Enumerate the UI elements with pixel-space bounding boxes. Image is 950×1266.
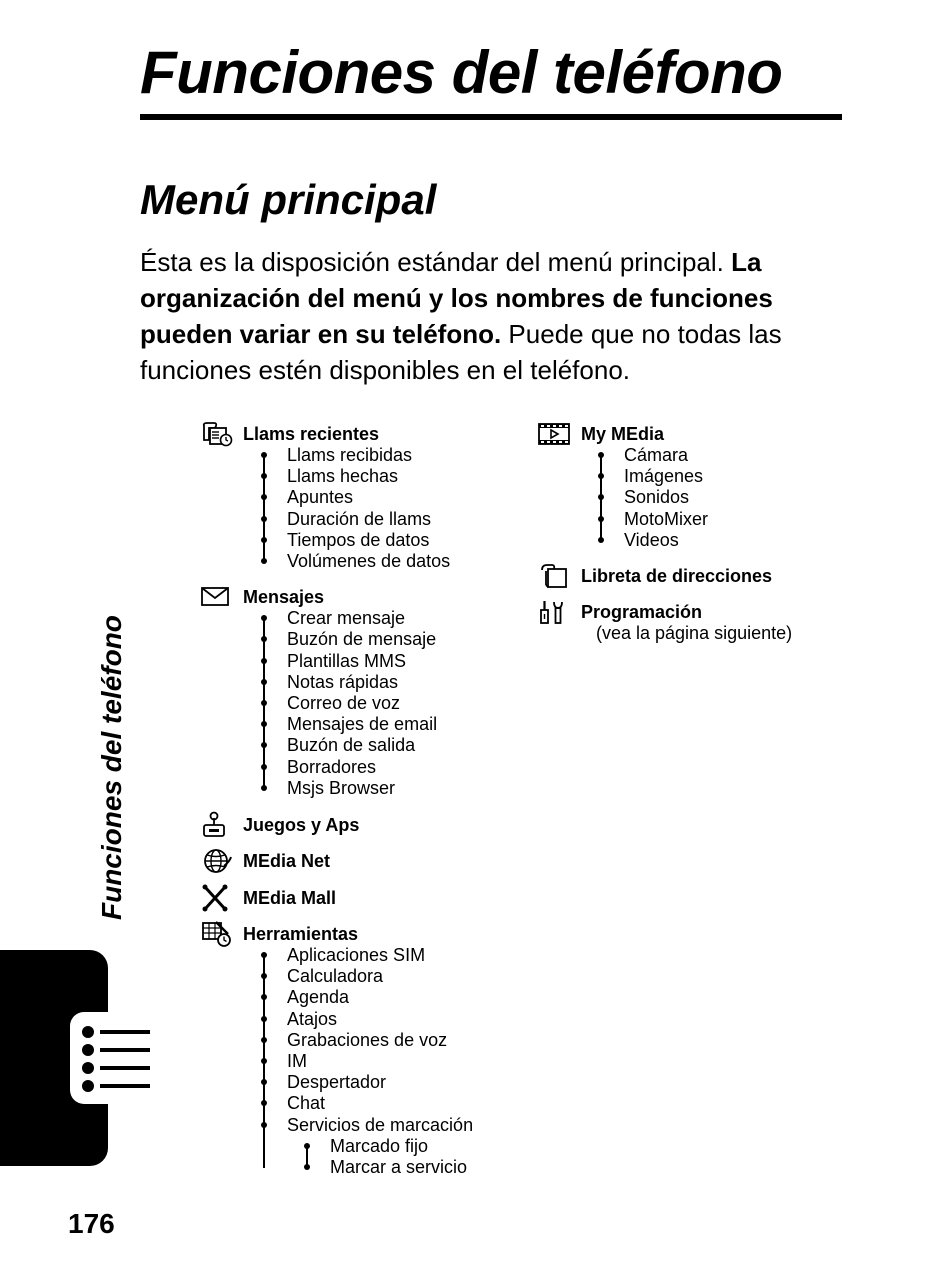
submenu-item: Despertador	[287, 1072, 473, 1093]
nested-submenu-item: Marcar a servicio	[330, 1157, 473, 1178]
submenu-item: Agenda	[287, 987, 473, 1008]
page-title: Funciones del teléfono	[140, 39, 783, 106]
submenu-item: Imágenes	[624, 466, 792, 487]
submenu-item: MotoMixer	[624, 509, 792, 530]
joystick-icon	[200, 811, 234, 839]
menu-item-libreta-de-direcciones	[538, 566, 792, 587]
menu-item-my-media	[538, 424, 792, 445]
menu-item-juegos-y-aps	[200, 815, 473, 836]
menu-item-herramientas	[200, 924, 473, 945]
submenu-item: Grabaciones de voz	[287, 1030, 473, 1051]
submenu-item: Notas rápidas	[287, 672, 473, 693]
menu-head-label: Llams recientes	[243, 424, 380, 444]
menu-group-recent-calls	[200, 424, 473, 572]
menu-group-my-media	[536, 424, 792, 551]
submenu-list	[287, 445, 473, 572]
intro-text-1: Ésta es la disposición estándar del menú principal.	[140, 247, 732, 277]
envelope-icon	[200, 583, 234, 611]
submenu-item: Msjs Browser	[287, 778, 473, 799]
submenu-item: Duración de llams	[287, 509, 473, 530]
submenu-item-label: Servicios de marcación	[287, 1114, 474, 1135]
submenu-list	[287, 608, 473, 799]
submenu-item: Volúmenes de datos	[287, 551, 473, 572]
submenu-item: Aplicaciones SIM	[287, 945, 473, 966]
menu-group-media-mall	[200, 888, 473, 909]
menu-group-games	[200, 815, 473, 836]
see-next-page-note: (vea la página siguiente)	[596, 623, 793, 644]
submenu-item	[287, 1115, 473, 1179]
menu-head-label: MEdia Net	[243, 851, 331, 872]
menu-item-mensajes	[200, 587, 473, 608]
menu-head-label: MEdia Mall	[243, 888, 337, 909]
menu-head-label: Libreta de direcciones	[581, 566, 773, 587]
address-book-icon	[538, 562, 572, 590]
nested-submenu-item: Marcado fijo	[330, 1136, 473, 1157]
menu-item-llams-recientes	[200, 424, 473, 445]
menu-group-tools	[200, 924, 473, 1178]
submenu-item: Mensajes de email	[287, 714, 473, 735]
menu-item-media-mall	[200, 888, 473, 909]
submenu-item: Buzón de salida	[287, 735, 473, 756]
media-mall-icon	[200, 884, 234, 912]
menu-column-right	[536, 424, 792, 644]
submenu-item: Cámara	[624, 445, 792, 466]
menu-group-address-book	[536, 566, 792, 587]
menu-head-label: Programación	[581, 602, 703, 623]
recent-calls-icon	[200, 420, 234, 448]
menu-item-programacion	[538, 602, 792, 623]
intro-text-bold: La organización del menú y los nombres de funciones pueden variar en su teléfono.	[140, 247, 773, 349]
settings-icon	[538, 598, 572, 626]
tools-icon	[200, 920, 234, 948]
submenu-item: Calculadora	[287, 966, 473, 987]
submenu-list	[287, 945, 473, 1178]
menu-group-settings	[536, 602, 792, 644]
menu-group-media-net	[200, 851, 473, 872]
submenu-item: Chat	[287, 1093, 473, 1114]
title-divider	[140, 114, 842, 120]
submenu-item: Llams recibidas	[287, 445, 473, 466]
menu-head-label: Herramientas	[243, 924, 359, 945]
globe-icon	[200, 847, 234, 875]
menu-item-media-net	[200, 851, 473, 872]
section-title: Menú principal	[140, 176, 437, 223]
submenu-item: IM	[287, 1051, 473, 1072]
submenu-item: Borradores	[287, 757, 473, 778]
menu-head-label: Mensajes	[243, 587, 325, 608]
submenu-item: Atajos	[287, 1009, 473, 1030]
submenu-item: Plantillas MMS	[287, 651, 473, 672]
submenu-item: Buzón de mensaje	[287, 629, 473, 650]
submenu-list	[624, 445, 792, 551]
page-number: 176	[68, 1208, 115, 1239]
side-tab-label: Funciones del teléfono	[96, 615, 127, 920]
film-icon	[538, 420, 572, 448]
submenu-item: Crear mensaje	[287, 608, 473, 629]
menu-head-label: Juegos y Aps	[243, 815, 360, 836]
submenu-item: Correo de voz	[287, 693, 473, 714]
menu-head-label: My MEdia	[581, 424, 665, 444]
list-icon	[78, 1020, 152, 1100]
intro-text-2: Puede que no todas las funciones estén disponibles en el teléfono.	[140, 319, 782, 385]
menu-group-messages	[200, 587, 473, 799]
submenu-item: Apuntes	[287, 487, 473, 508]
submenu-item: Tiempos de datos	[287, 530, 473, 551]
intro-paragraph	[140, 244, 840, 388]
submenu-item: Videos	[624, 530, 792, 551]
submenu-item: Sonidos	[624, 487, 792, 508]
nested-submenu-list	[330, 1136, 473, 1178]
menu-column-left	[200, 424, 473, 1178]
submenu-item: Llams hechas	[287, 466, 473, 487]
